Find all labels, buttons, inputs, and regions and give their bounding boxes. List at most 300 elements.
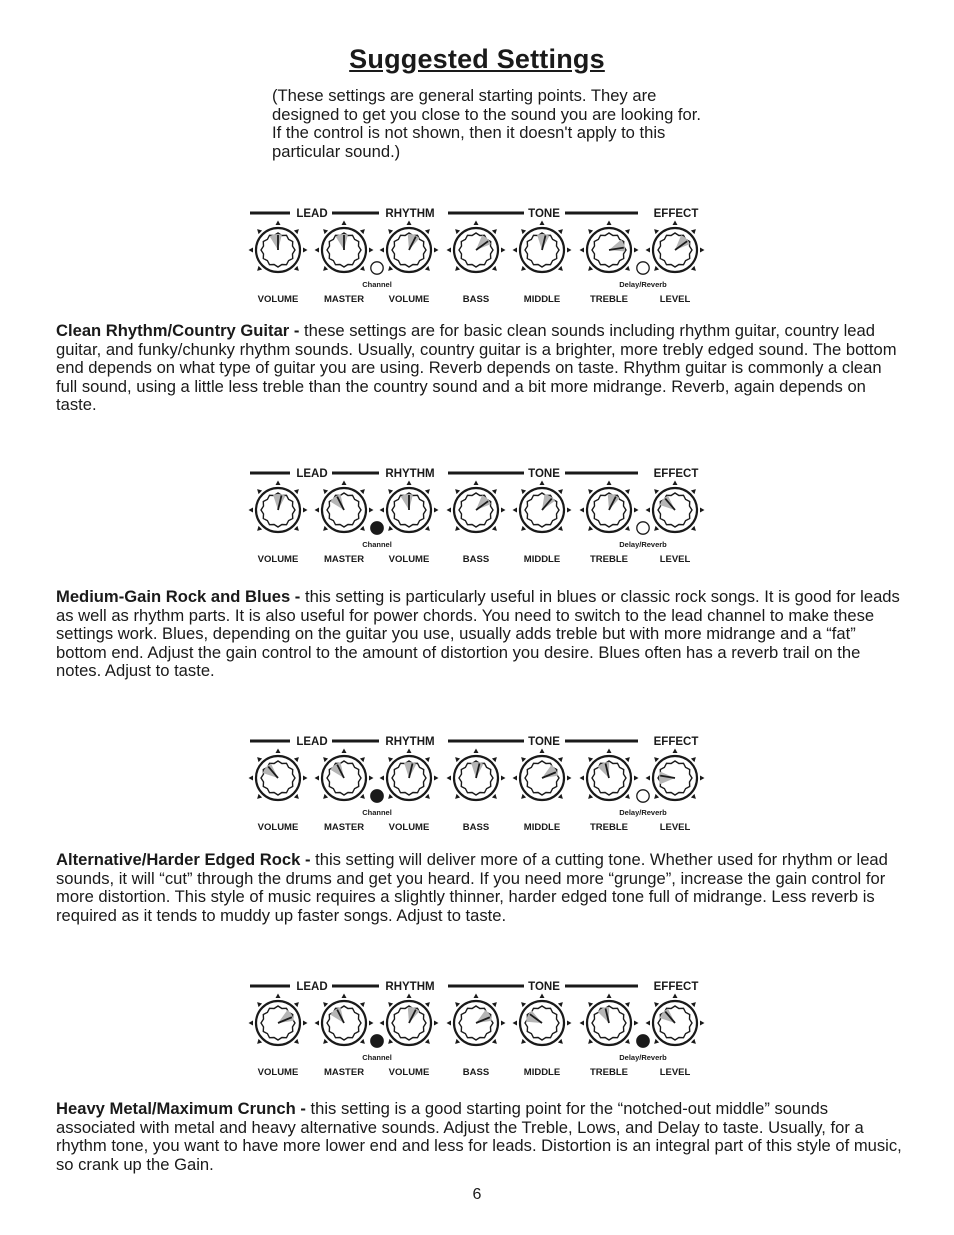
- knob-tick: [586, 266, 593, 273]
- knob-tick: [558, 755, 565, 762]
- knob-tick: [380, 508, 385, 513]
- knob-tick: [492, 755, 499, 762]
- delay-reverb-label: Delay/Reverb: [619, 280, 667, 289]
- knob-tick: [434, 1021, 439, 1026]
- knob-tick: [501, 248, 506, 253]
- knob-tick: [294, 526, 301, 533]
- delay-reverb-label: Delay/Reverb: [619, 808, 667, 817]
- knob-tick: [276, 994, 281, 999]
- channel-led: [371, 262, 383, 274]
- knob-tick: [586, 1039, 593, 1046]
- knob-tick: [294, 1039, 301, 1046]
- knob-tick: [342, 221, 347, 226]
- knob-tick: [453, 794, 460, 801]
- knob-tick: [386, 1000, 393, 1007]
- knob-tick: [321, 755, 328, 762]
- knob-tick: [513, 1021, 518, 1026]
- knob-tick: [519, 487, 526, 494]
- knob-tick: [691, 266, 698, 273]
- control-panel-heavy-metal: [242, 973, 712, 1088]
- group-label-rhythm: RHYTHM: [385, 208, 435, 220]
- knob-tick: [625, 526, 632, 533]
- knob-tick: [540, 749, 545, 754]
- knob-tick: [342, 749, 347, 754]
- knob-label: VOLUME: [388, 1067, 430, 1078]
- channel-label: Channel: [362, 1053, 392, 1062]
- knob-tick: [580, 776, 585, 781]
- section-heading: Heavy Metal/Maximum Crunch -: [56, 1099, 311, 1118]
- knob-label: MASTER: [323, 1067, 365, 1078]
- knob-tick: [580, 248, 585, 253]
- delay-reverb-label: Delay/Reverb: [619, 540, 667, 549]
- knob-tick: [321, 1039, 328, 1046]
- section-heading: Clean Rhythm/Country Guitar -: [56, 321, 304, 340]
- knob-tick: [360, 266, 367, 273]
- knob-tick: [453, 227, 460, 234]
- knob-bass: [447, 221, 506, 273]
- knob-tick: [540, 994, 545, 999]
- knob-tick: [360, 526, 367, 533]
- knob-tick: [519, 794, 526, 801]
- group-label-lead: LEAD: [296, 208, 328, 220]
- knob-tick: [492, 794, 499, 801]
- knob-label: TREBLE: [590, 294, 628, 305]
- knob-tick: [303, 508, 308, 513]
- knob-level: [646, 221, 705, 273]
- knob-label: BASS: [462, 822, 490, 833]
- knob-label: MIDDLE: [523, 294, 561, 305]
- knob-volume: [380, 221, 439, 273]
- knob-tick: [492, 526, 499, 533]
- section-body: this setting is a good starting point for the “notched-out middle” sounds associated with metal and heavy alternative sounds. Adjust the Treble, Lows, and Delay to taste. Usually, for a rhythm tone, you want to have more lower end and less for leads. Distortion is an integral part of this style of music, so crank up the Gain.: [56, 1099, 902, 1174]
- knob-tick: [255, 794, 262, 801]
- knob-tick: [652, 1000, 659, 1007]
- knob-label: VOLUME: [388, 554, 430, 565]
- knob-tick: [607, 994, 612, 999]
- knob-tick: [634, 1021, 639, 1026]
- knob-tick: [513, 508, 518, 513]
- knob-master: [315, 481, 374, 533]
- knob-tick: [447, 248, 452, 253]
- knob-tick: [474, 481, 479, 486]
- knob-volume: [380, 749, 439, 801]
- knob-tick: [386, 487, 393, 494]
- knob-treble: [580, 221, 639, 273]
- group-label-rhythm: RHYTHM: [385, 981, 435, 993]
- knob-tick: [580, 1021, 585, 1026]
- knob-label: VOLUME: [257, 294, 299, 305]
- knob-tick: [700, 776, 705, 781]
- knob-tick: [492, 1039, 499, 1046]
- knob-tick: [513, 776, 518, 781]
- knob-volume: [380, 994, 439, 1046]
- panel-diagram: [242, 728, 712, 843]
- knob-tick: [558, 227, 565, 234]
- knob-label: MIDDLE: [523, 1067, 561, 1078]
- knob-bass: [447, 481, 506, 533]
- delay-reverb-led: [637, 1035, 649, 1047]
- knob-tick: [294, 266, 301, 273]
- knob-tick: [360, 1039, 367, 1046]
- knob-tick: [519, 266, 526, 273]
- knob-tick: [625, 1039, 632, 1046]
- knob-tick: [673, 221, 678, 226]
- knob-tick: [255, 755, 262, 762]
- knob-tick: [700, 1021, 705, 1026]
- knob-volume: [380, 481, 439, 533]
- knob-tick: [407, 994, 412, 999]
- knob-tick: [342, 481, 347, 486]
- section-heading: Alternative/Harder Edged Rock -: [56, 850, 316, 869]
- knob-tick: [558, 266, 565, 273]
- knob-tick: [360, 794, 367, 801]
- section-medium-gain: [56, 588, 906, 681]
- group-label-lead: LEAD: [296, 736, 328, 748]
- knob-tick: [540, 221, 545, 226]
- knob-tick: [453, 266, 460, 273]
- knob-tick: [249, 508, 254, 513]
- knob-tick: [691, 487, 698, 494]
- knob-tick: [492, 266, 499, 273]
- knob-tick: [294, 487, 301, 494]
- knob-tick: [567, 248, 572, 253]
- knob-tick: [407, 481, 412, 486]
- section-heading: Medium-Gain Rock and Blues -: [56, 587, 305, 606]
- knob-label: BASS: [462, 1067, 490, 1078]
- control-panel-alternative: [242, 728, 712, 843]
- knob-tick: [303, 776, 308, 781]
- knob-label: MASTER: [323, 294, 365, 305]
- knob-tick: [586, 755, 593, 762]
- knob-treble: [580, 481, 639, 533]
- knob-tick: [360, 1000, 367, 1007]
- knob-middle: [513, 994, 572, 1046]
- knob-tick: [567, 776, 572, 781]
- group-label-effect: EFFECT: [653, 736, 699, 748]
- knob-tick: [342, 994, 347, 999]
- section-body: this setting will deliver more of a cutting tone. Whether used for rhythm or lead sounds, it will “cut” through the drums and get you heard. If you need more “grunge”, increase the gain control for more distortion. This style of music requires a slightly thinner, harder edged tone full of midrange. Less reverb is required as it tends to muddy up faster songs. Adjust to taste.: [56, 850, 888, 925]
- knob-tick: [380, 248, 385, 253]
- group-label-effect: EFFECT: [653, 468, 699, 480]
- knob-volume: [249, 221, 308, 273]
- panel-diagram: [242, 200, 712, 315]
- knob-tick: [434, 508, 439, 513]
- section-body: this setting is particularly useful in blues or classic rock songs. It is good for leads as well as rhythm parts. It is also useful for power chords. You need to switch to the lead channel to make these settings work. Blues, depending on the guitar you use, usually adds treble but with more midrange and a “fat” bottom end. Adjust the gain control to the amount of distortion you desire. Blues often has a reverb trail on the notes. Adjust to taste.: [56, 587, 900, 681]
- knob-label: TREBLE: [590, 554, 628, 565]
- knob-tick: [501, 776, 506, 781]
- knob-tick: [321, 526, 328, 533]
- knob-tick: [625, 227, 632, 234]
- group-label-tone: TONE: [528, 981, 560, 993]
- knob-label: VOLUME: [388, 822, 430, 833]
- knob-tick: [691, 1039, 698, 1046]
- knob-tick: [586, 487, 593, 494]
- knob-tick: [607, 221, 612, 226]
- knob-tick: [474, 994, 479, 999]
- knob-tick: [303, 248, 308, 253]
- knob-tick: [386, 266, 393, 273]
- channel-led: [371, 790, 383, 802]
- knob-tick: [519, 1000, 526, 1007]
- knob-tick: [425, 227, 432, 234]
- knob-tick: [315, 248, 320, 253]
- knob-tick: [321, 266, 328, 273]
- knob-tick: [380, 1021, 385, 1026]
- knob-tick: [425, 266, 432, 273]
- knob-tick: [407, 749, 412, 754]
- knob-tick: [386, 526, 393, 533]
- knob-label: LEVEL: [659, 554, 691, 565]
- knob-tick: [567, 508, 572, 513]
- knob-tick: [315, 508, 320, 513]
- knob-tick: [492, 227, 499, 234]
- knob-tick: [321, 794, 328, 801]
- knob-tick: [646, 248, 651, 253]
- knob-tick: [501, 1021, 506, 1026]
- knob-tick: [607, 481, 612, 486]
- knob-tick: [607, 749, 612, 754]
- channel-label: Channel: [362, 540, 392, 549]
- knob-tick: [646, 776, 651, 781]
- knob-tick: [519, 1039, 526, 1046]
- knob-label: LEVEL: [659, 822, 691, 833]
- knob-tick: [255, 487, 262, 494]
- knob-tick: [673, 749, 678, 754]
- intro-note: (These settings are general starting points. They are designed to get you close to the sound you are looking for. If the control is not shown, then it doesn't apply to this particular sound.): [272, 86, 701, 161]
- knob-label: VOLUME: [257, 1067, 299, 1078]
- knob-tick: [700, 508, 705, 513]
- knob-tick: [474, 749, 479, 754]
- knob-tick: [474, 221, 479, 226]
- knob-tick: [519, 227, 526, 234]
- delay-reverb-led: [637, 262, 649, 274]
- knob-tick: [652, 487, 659, 494]
- delay-reverb-led: [637, 522, 649, 534]
- knob-level: [646, 481, 705, 533]
- knob-tick: [425, 755, 432, 762]
- knob-label: VOLUME: [257, 554, 299, 565]
- knob-tick: [501, 508, 506, 513]
- knob-tick: [321, 487, 328, 494]
- knob-tick: [625, 755, 632, 762]
- knob-volume: [249, 749, 308, 801]
- group-label-rhythm: RHYTHM: [385, 736, 435, 748]
- knob-tick: [558, 487, 565, 494]
- knob-tick: [315, 776, 320, 781]
- knob-tick: [369, 1021, 374, 1026]
- knob-tick: [634, 508, 639, 513]
- knob-tick: [386, 227, 393, 234]
- knob-label: BASS: [462, 294, 490, 305]
- control-panel-clean: [242, 200, 712, 315]
- knob-master: [315, 749, 374, 801]
- knob-tick: [255, 1000, 262, 1007]
- knob-label: BASS: [462, 554, 490, 565]
- knob-bass: [447, 749, 506, 801]
- knob-treble: [580, 994, 639, 1046]
- delay-reverb-label: Delay/Reverb: [619, 1053, 667, 1062]
- knob-tick: [294, 755, 301, 762]
- knob-tick: [453, 1000, 460, 1007]
- knob-tick: [255, 266, 262, 273]
- knob-label: VOLUME: [257, 822, 299, 833]
- knob-tick: [434, 248, 439, 253]
- knob-tick: [519, 526, 526, 533]
- knob-tick: [652, 755, 659, 762]
- knob-tick: [369, 508, 374, 513]
- knob-tick: [315, 1021, 320, 1026]
- knob-tick: [540, 481, 545, 486]
- knob-tick: [673, 481, 678, 486]
- delay-reverb-led: [637, 790, 649, 802]
- knob-tick: [294, 227, 301, 234]
- knob-tick: [453, 1039, 460, 1046]
- section-alternative: [56, 851, 906, 925]
- knob-tick: [249, 248, 254, 253]
- knob-tick: [294, 794, 301, 801]
- knob-label: MIDDLE: [523, 822, 561, 833]
- knob-tick: [255, 1039, 262, 1046]
- knob-tick: [276, 221, 281, 226]
- knob-treble: [580, 749, 639, 801]
- section-heavy-metal: [56, 1100, 906, 1174]
- knob-level: [646, 994, 705, 1046]
- channel-label: Channel: [362, 808, 392, 817]
- knob-tick: [369, 248, 374, 253]
- knob-tick: [652, 227, 659, 234]
- knob-tick: [447, 1021, 452, 1026]
- knob-tick: [425, 794, 432, 801]
- group-label-tone: TONE: [528, 468, 560, 480]
- page-number: 6: [472, 1186, 482, 1203]
- knob-tick: [634, 776, 639, 781]
- knob-label: TREBLE: [590, 1067, 628, 1078]
- knob-tick: [558, 794, 565, 801]
- knob-tick: [586, 227, 593, 234]
- knob-tick: [369, 776, 374, 781]
- panel-diagram: [242, 973, 712, 1088]
- channel-led: [371, 1035, 383, 1047]
- knob-tick: [407, 221, 412, 226]
- knob-label: LEVEL: [659, 1067, 691, 1078]
- knob-tick: [646, 1021, 651, 1026]
- knob-label: TREBLE: [590, 822, 628, 833]
- knob-label: MASTER: [323, 822, 365, 833]
- knob-tick: [386, 794, 393, 801]
- knob-bass: [447, 994, 506, 1046]
- section-clean: [56, 322, 906, 415]
- channel-led: [371, 522, 383, 534]
- knob-tick: [492, 487, 499, 494]
- knob-tick: [255, 227, 262, 234]
- knob-tick: [276, 481, 281, 486]
- knob-middle: [513, 481, 572, 533]
- knob-tick: [646, 508, 651, 513]
- knob-master: [315, 994, 374, 1046]
- knob-tick: [249, 1021, 254, 1026]
- knob-tick: [276, 749, 281, 754]
- knob-tick: [625, 794, 632, 801]
- knob-middle: [513, 749, 572, 801]
- group-label-effect: EFFECT: [653, 981, 699, 993]
- group-label-tone: TONE: [528, 736, 560, 748]
- knob-tick: [586, 1000, 593, 1007]
- section-body: these settings are for basic clean sounds including rhythm guitar, country lead guitar, and funky/chunky rhythm sounds. Usually, country guitar is a brighter, more trebly edged sound. The bottom end depends on what type of guitar you are using. Reverb depends on taste. Rhythm guitar is commonly a clean full sound, using a little less treble than the country sound and a bit more midrange. Reverb, again depends on taste.: [56, 321, 897, 415]
- knob-tick: [691, 227, 698, 234]
- knob-tick: [360, 227, 367, 234]
- control-panel-medium-gain: [242, 460, 712, 575]
- knob-tick: [447, 508, 452, 513]
- knob-tick: [453, 526, 460, 533]
- group-label-lead: LEAD: [296, 468, 328, 480]
- knob-label: MASTER: [323, 554, 365, 565]
- knob-tick: [580, 508, 585, 513]
- page-title: Suggested Settings: [349, 44, 605, 74]
- knob-tick: [567, 1021, 572, 1026]
- knob-tick: [673, 994, 678, 999]
- group-label-effect: EFFECT: [653, 208, 699, 220]
- knob-tick: [691, 526, 698, 533]
- knob-tick: [691, 755, 698, 762]
- knob-tick: [586, 526, 593, 533]
- knob-label: VOLUME: [388, 294, 430, 305]
- knob-tick: [425, 1039, 432, 1046]
- knob-tick: [652, 266, 659, 273]
- knob-tick: [519, 755, 526, 762]
- panel-diagram: [242, 460, 712, 575]
- knob-volume: [249, 994, 308, 1046]
- knob-tick: [652, 526, 659, 533]
- knob-tick: [453, 487, 460, 494]
- knob-tick: [425, 526, 432, 533]
- knob-tick: [321, 1000, 328, 1007]
- group-label-tone: TONE: [528, 208, 560, 220]
- knob-tick: [558, 1039, 565, 1046]
- knob-tick: [434, 776, 439, 781]
- channel-label: Channel: [362, 280, 392, 289]
- knob-tick: [652, 1039, 659, 1046]
- knob-tick: [321, 227, 328, 234]
- knob-label: LEVEL: [659, 294, 691, 305]
- knob-tick: [558, 1000, 565, 1007]
- knob-label: MIDDLE: [523, 554, 561, 565]
- group-label-rhythm: RHYTHM: [385, 468, 435, 480]
- group-label-lead: LEAD: [296, 981, 328, 993]
- knob-tick: [625, 487, 632, 494]
- knob-tick: [249, 776, 254, 781]
- knob-tick: [513, 248, 518, 253]
- knob-tick: [691, 794, 698, 801]
- knob-tick: [294, 1000, 301, 1007]
- knob-tick: [447, 776, 452, 781]
- knob-tick: [425, 487, 432, 494]
- knob-tick: [586, 794, 593, 801]
- knob-tick: [380, 776, 385, 781]
- knob-tick: [255, 526, 262, 533]
- knob-tick: [425, 1000, 432, 1007]
- knob-tick: [492, 1000, 499, 1007]
- knob-tick: [700, 248, 705, 253]
- knob-tick: [360, 755, 367, 762]
- knob-volume: [249, 481, 308, 533]
- knob-tick: [625, 1000, 632, 1007]
- knob-tick: [625, 266, 632, 273]
- knob-tick: [303, 1021, 308, 1026]
- knob-tick: [453, 755, 460, 762]
- knob-tick: [652, 794, 659, 801]
- knob-tick: [558, 526, 565, 533]
- knob-tick: [360, 487, 367, 494]
